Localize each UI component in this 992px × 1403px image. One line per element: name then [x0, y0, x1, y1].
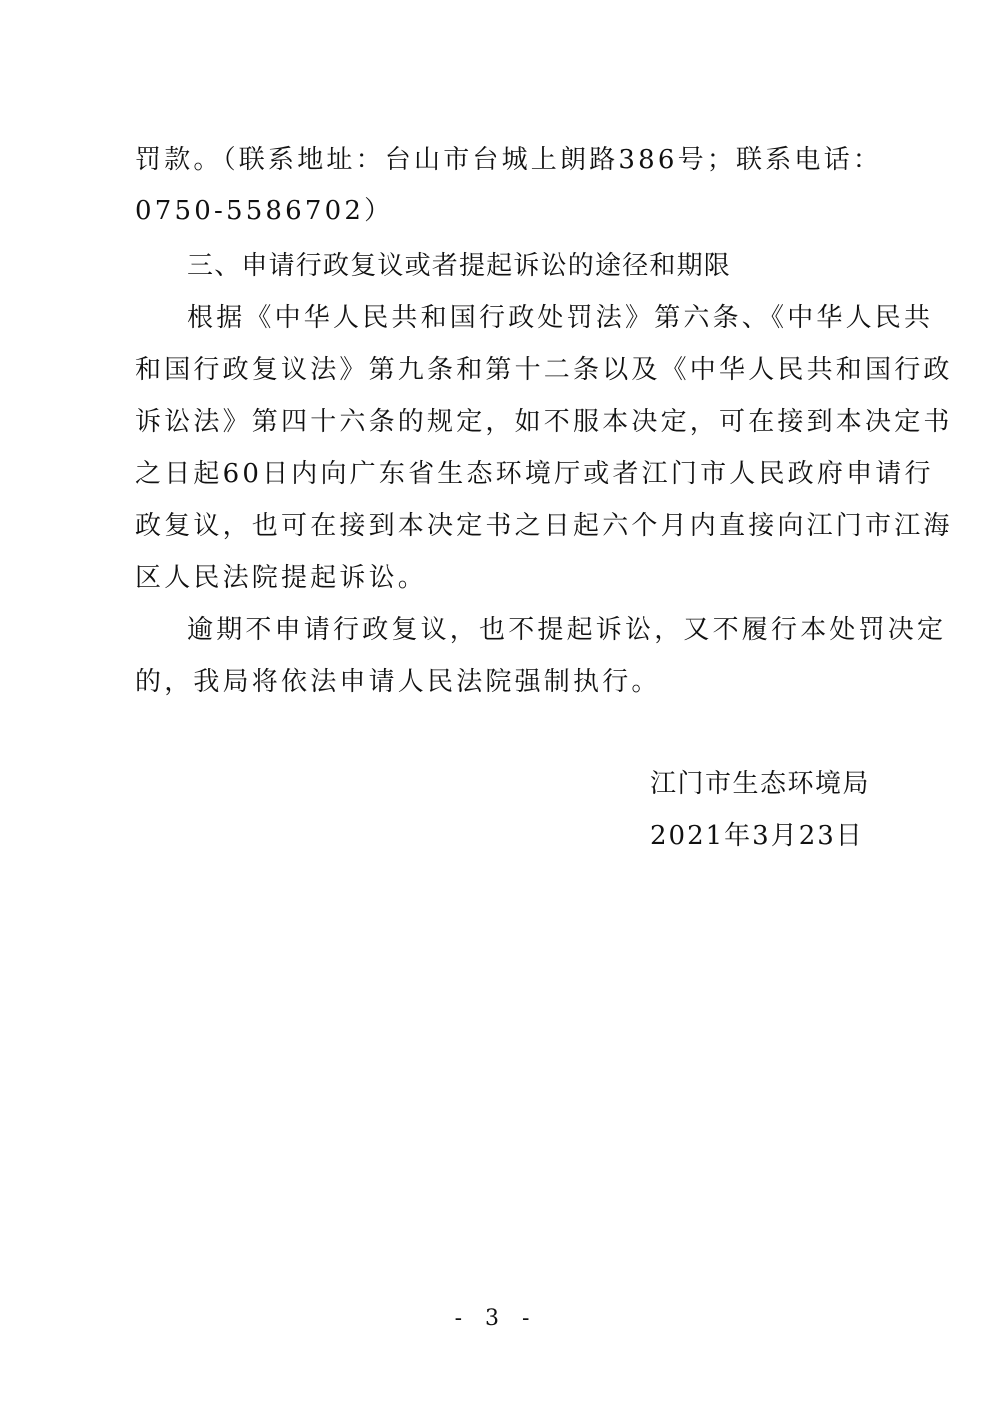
body-line-1: 罚款。（联系地址：台山市台城上朗路386号；联系电话： — [135, 145, 883, 175]
paragraph-2-line-2: 的，我局将依法申请人民法院强制执行。 — [135, 667, 661, 697]
section-heading: 三、申请行政复议或者提起诉讼的途径和期限 — [187, 251, 732, 281]
paragraph-1-line-1: 根据《中华人民共和国行政处罚法》第六条、《中华人民共 — [187, 303, 934, 333]
paragraph-2-line-1: 逾期不申请行政复议，也不提起诉讼，又不履行本处罚决定 — [187, 615, 947, 645]
page-number: - 3 - — [454, 1306, 538, 1331]
signature-organization: 江门市生态环境局 — [650, 769, 871, 799]
body-line-2: 0750-5586702） — [135, 196, 394, 226]
paragraph-1-line-6: 区人民法院提起诉讼。 — [135, 563, 428, 593]
paragraph-1-line-2: 和国行政复议法》第九条和第十二条以及《中华人民共和国行政 — [135, 355, 953, 385]
signature-date: 2021年3月23日 — [650, 821, 864, 851]
paragraph-1-line-5: 政复议，也可在接到本决定书之日起六个月内直接向江门市江海 — [135, 511, 953, 541]
paragraph-1-line-3: 诉讼法》第四十六条的规定，如不服本决定，可在接到本决定书 — [135, 407, 953, 437]
paragraph-1-line-4: 之日起60日内向广东省生态环境厅或者江门市人民政府申请行 — [135, 459, 934, 489]
